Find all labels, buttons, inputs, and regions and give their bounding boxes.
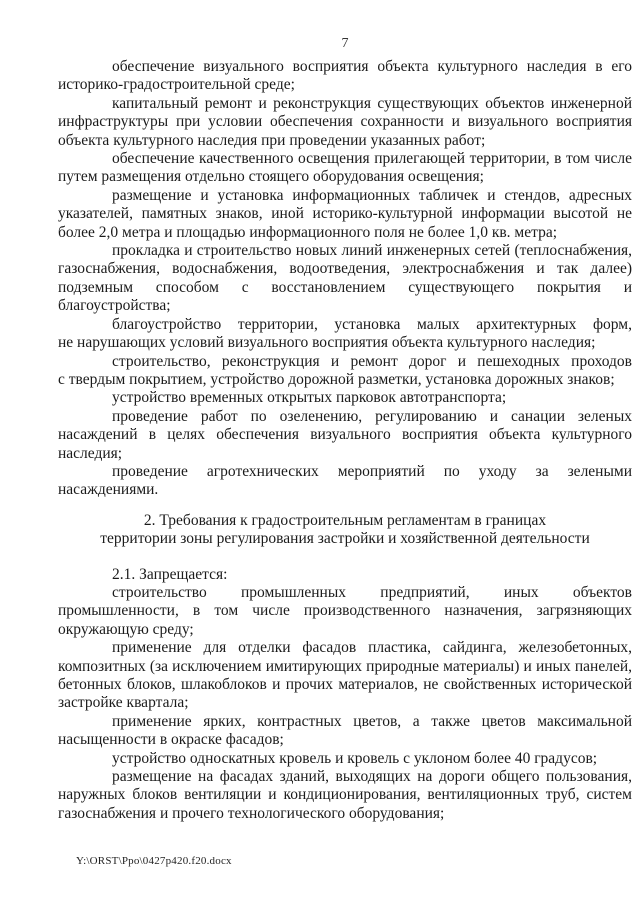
paragraph: обеспечение визуального восприятия объекта культурного наследия в его историко-градостроительной среде; (58, 58, 632, 94)
paragraph: размещение и установка информационных табличек и стендов, адресных указателей, памятных знаков, иной историко-культурной информации высотой не более 2,0 метра и площадью информационного поля не более 1,0 кв. метра; (58, 186, 632, 241)
paragraph: капитальный ремонт и реконструкция существующих объектов инженерной инфраструктуры при условии обеспечения сохранности и визуального восприятия объекта культурного наследия при проведении указанных работ; (58, 94, 632, 149)
footer-file-path: Y:\ORST\Ppo\0427p420.f20.docx (76, 855, 232, 867)
paragraph: проведение работ по озеленению, регулированию и санации зеленых насаждений в целях обеспечения визуального восприятия объекта культурного наследия; (58, 407, 632, 462)
section-heading-line-2: территории зоны регулирования застройки и хозяйственной деятельности (100, 530, 590, 548)
paragraph: прокладка и строительство новых линий инженерных сетей (теплоснабжения, газоснабжения, водоснабжения, водоотведения, электроснабжения и так далее) подземным способом с восстановлением существующего покрытия и благоустройства; (58, 242, 632, 315)
page-number: 7 (341, 36, 349, 51)
paragraph: обеспечение качественного освещения прилегающей территории, в том числе путем размещения отдельно стоящего оборудования освещения; (58, 150, 632, 186)
paragraph: устройство односкатных кровель и кровель с уклоном более 40 градусов; (112, 749, 598, 767)
paragraph: применение ярких, контрастных цветов, а также цветов максимальной насыщенности в окраске фасадов; (58, 712, 632, 749)
section-heading-line-1: 2. Требования к градостроительным регламентам в границах (143, 511, 547, 529)
subsection-label: 2.1. Запрещается: (112, 565, 228, 583)
paragraph: проведение агротехнических мероприятий по уходу за зелеными насаждениями. (58, 462, 632, 499)
paragraph: строительство промышленных предприятий, иных объектов промышленности, в том числе производственного назначения, загрязняющих окружающую среду; (58, 583, 632, 638)
document-body (58, 58, 632, 823)
paragraph: применение для отделки фасадов пластика, сайдинга, железобетонных, композитных (за исключением имитирующих природные материалы) и иных панелей, бетонных блоков, шлакоблоков и прочих материалов, не свойственных исторической застройке квартала; (58, 639, 632, 712)
paragraph: размещение на фасадах зданий, выходящих на дороги общего пользования, наружных блоков вентиляции и кондиционирования, вентиляционных труб, систем газоснабжения и прочего технологического оборудования; (58, 768, 632, 822)
paragraph: устройство временных открытых парковок автотранспорта; (112, 389, 507, 407)
paragraph: строительство, реконструкция и ремонт дорог и пешеходных проходов с твердым покрытием, устройство дорожной разметки, установка дорожных знаков; (58, 352, 632, 388)
paragraph: благоустройство территории, установка малых архитектурных форм, не нарушающих условий визуального восприятия объекта культурного наследия; (58, 315, 632, 352)
section-heading (58, 512, 632, 549)
